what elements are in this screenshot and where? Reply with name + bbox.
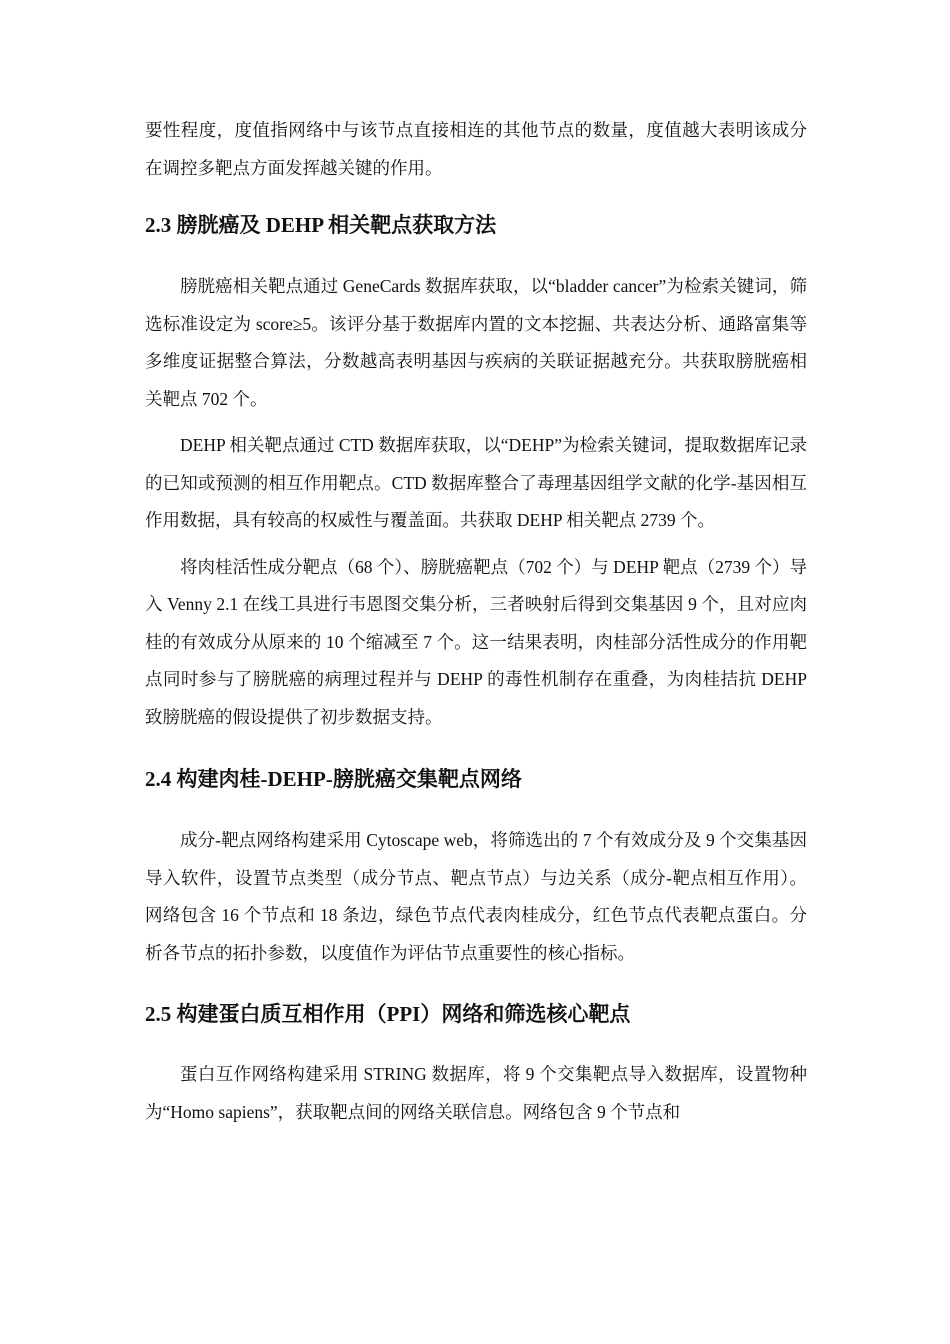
paragraph-venn-intersection: 将肉桂活性成分靶点（68 个）、膀胱癌靶点（702 个）与 DEHP 靶点（2739 个）导入 Venny 2.1 在线工具进行韦恩图交集分析，三者映射后得到交集基因 9 个，且对应肉桂的有效成分从原来的 10 个缩减至 7 个。这一结果表明，肉桂部分活性成分的作用靶点同时参与了膀胱癌的病理过程并与 DEHP 的毒性机制存在重叠，为肉桂拮抗 DEHP 致膀胱癌的假设提供了初步数据支持。	[145, 556, 807, 727]
paragraph-dehp-targets: DEHP 相关靶点通过 CTD 数据库获取，以“DEHP”为检索关键词，提取数据库记录的已知或预测的相互作用靶点。CTD 数据库整合了毒理基因组学文献的化学-基因相互作用数据，具有较高的权威性与覆盖面。共获取 DEHP 相关靶点 2739 个。	[145, 435, 807, 530]
section-heading-2-3: 2.3 膀胱癌及 DEHP 相关靶点获取方法	[145, 213, 497, 237]
paragraph-network-construction: 成分-靶点网络构建采用 Cytoscape web，将筛选出的 7 个有效成分及 9 个交集基因导入软件，设置节点类型（成分节点、靶点节点）与边关系（成分-靶点相互作用）。网络包含 16 个节点和 18 条边，绿色节点代表肉桂成分，红色节点代表靶点蛋白。分析各节点的拓扑参数，以度值作为评估节点重要性的核心指标。	[145, 830, 807, 963]
continuation-paragraph: 要性程度，度值指网络中与该节点直接相连的其他节点的数量，度值越大表明该成分在调控多靶点方面发挥越关键的作用。	[145, 120, 807, 178]
section-heading-2-5: 2.5 构建蛋白质互相作用（PPI）网络和筛选核心靶点	[145, 1002, 631, 1026]
paragraph-ppi-network: 蛋白互作网络构建采用 STRING 数据库，将 9 个交集靶点导入数据库，设置物种为“Homo sapiens”，获取靶点间的网络关联信息。网络包含 9 个节点和	[145, 1064, 807, 1122]
section-heading-2-4: 2.4 构建肉桂-DEHP-膀胱癌交集靶点网络	[145, 767, 522, 791]
paragraph-bladder-cancer-targets: 膀胱癌相关靶点通过 GeneCards 数据库获取，以“bladder cancer”为检索关键词，筛选标准设定为 score≥5。该评分基于数据库内置的文本挖掘、共表达分析、通路富集等多维度证据整合算法，分数越高表明基因与疾病的关联证据越充分。共获取膀胱癌相关靶点 702 个。	[145, 276, 807, 409]
document-page	[145, 112, 807, 1140]
